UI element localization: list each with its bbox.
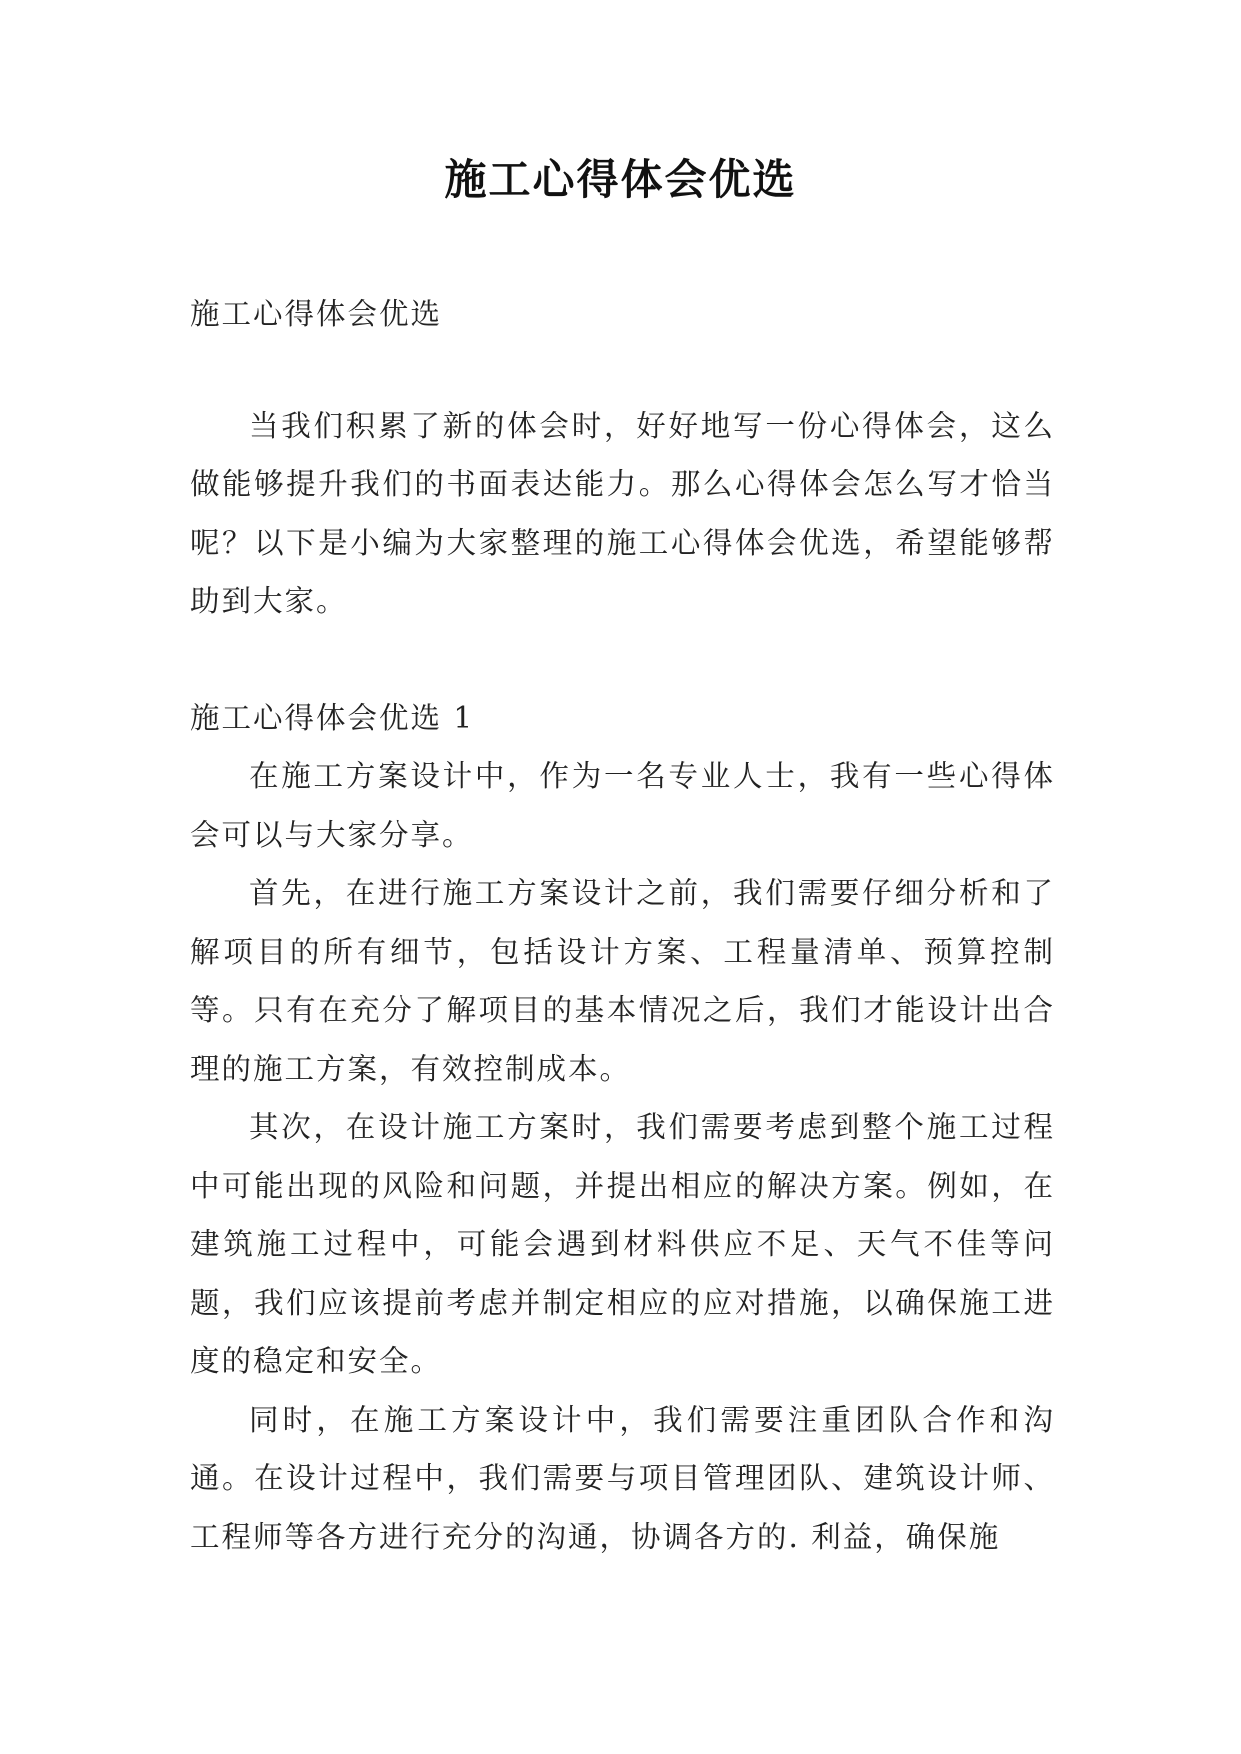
body-paragraph: 首先，在进行施工方案设计之前，我们需要仔细分析和了解项目的所有细节，包括设计方案、工程量清单、预算控制等。只有在充分了解项目的基本情况之后，我们才能设计出合理的施工方案，有效控制成本。 (190, 876, 1055, 1086)
document-title: 施工心得体会优选 (444, 155, 797, 204)
section-heading: 施工心得体会优选 1 (190, 700, 475, 735)
document-subtitle: 施工心得体会优选 (190, 297, 443, 331)
document-body (190, 285, 1055, 1566)
body-paragraph: 在施工方案设计中，作为一名专业人士，我有一些心得体会可以与大家分享。 (190, 759, 1055, 852)
intro-paragraph: 当我们积累了新的体会时，好好地写一份心得体会，这么做能够提升我们的书面表达能力。那么心得体会怎么写才恰当呢？以下是小编为大家整理的施工心得体会优选，希望能够帮助到大家。 (190, 408, 1055, 618)
body-paragraph: 同时，在施工方案设计中，我们需要注重团队合作和沟通。在设计过程中，我们需要与项目管理团队、建筑设计师、工程师等各方进行充分的沟通，协调各方的. 利益，确保施 (190, 1402, 1055, 1554)
body-paragraph: 其次，在设计施工方案时，我们需要考虑到整个施工过程中可能出现的风险和问题，并提出相应的解决方案。例如，在建筑施工过程中，可能会遇到材料供应不足、天气不佳等问题，我们应该提前考虑并制定相应的应对措施，以确保施工进度的稳定和安全。 (190, 1110, 1055, 1378)
